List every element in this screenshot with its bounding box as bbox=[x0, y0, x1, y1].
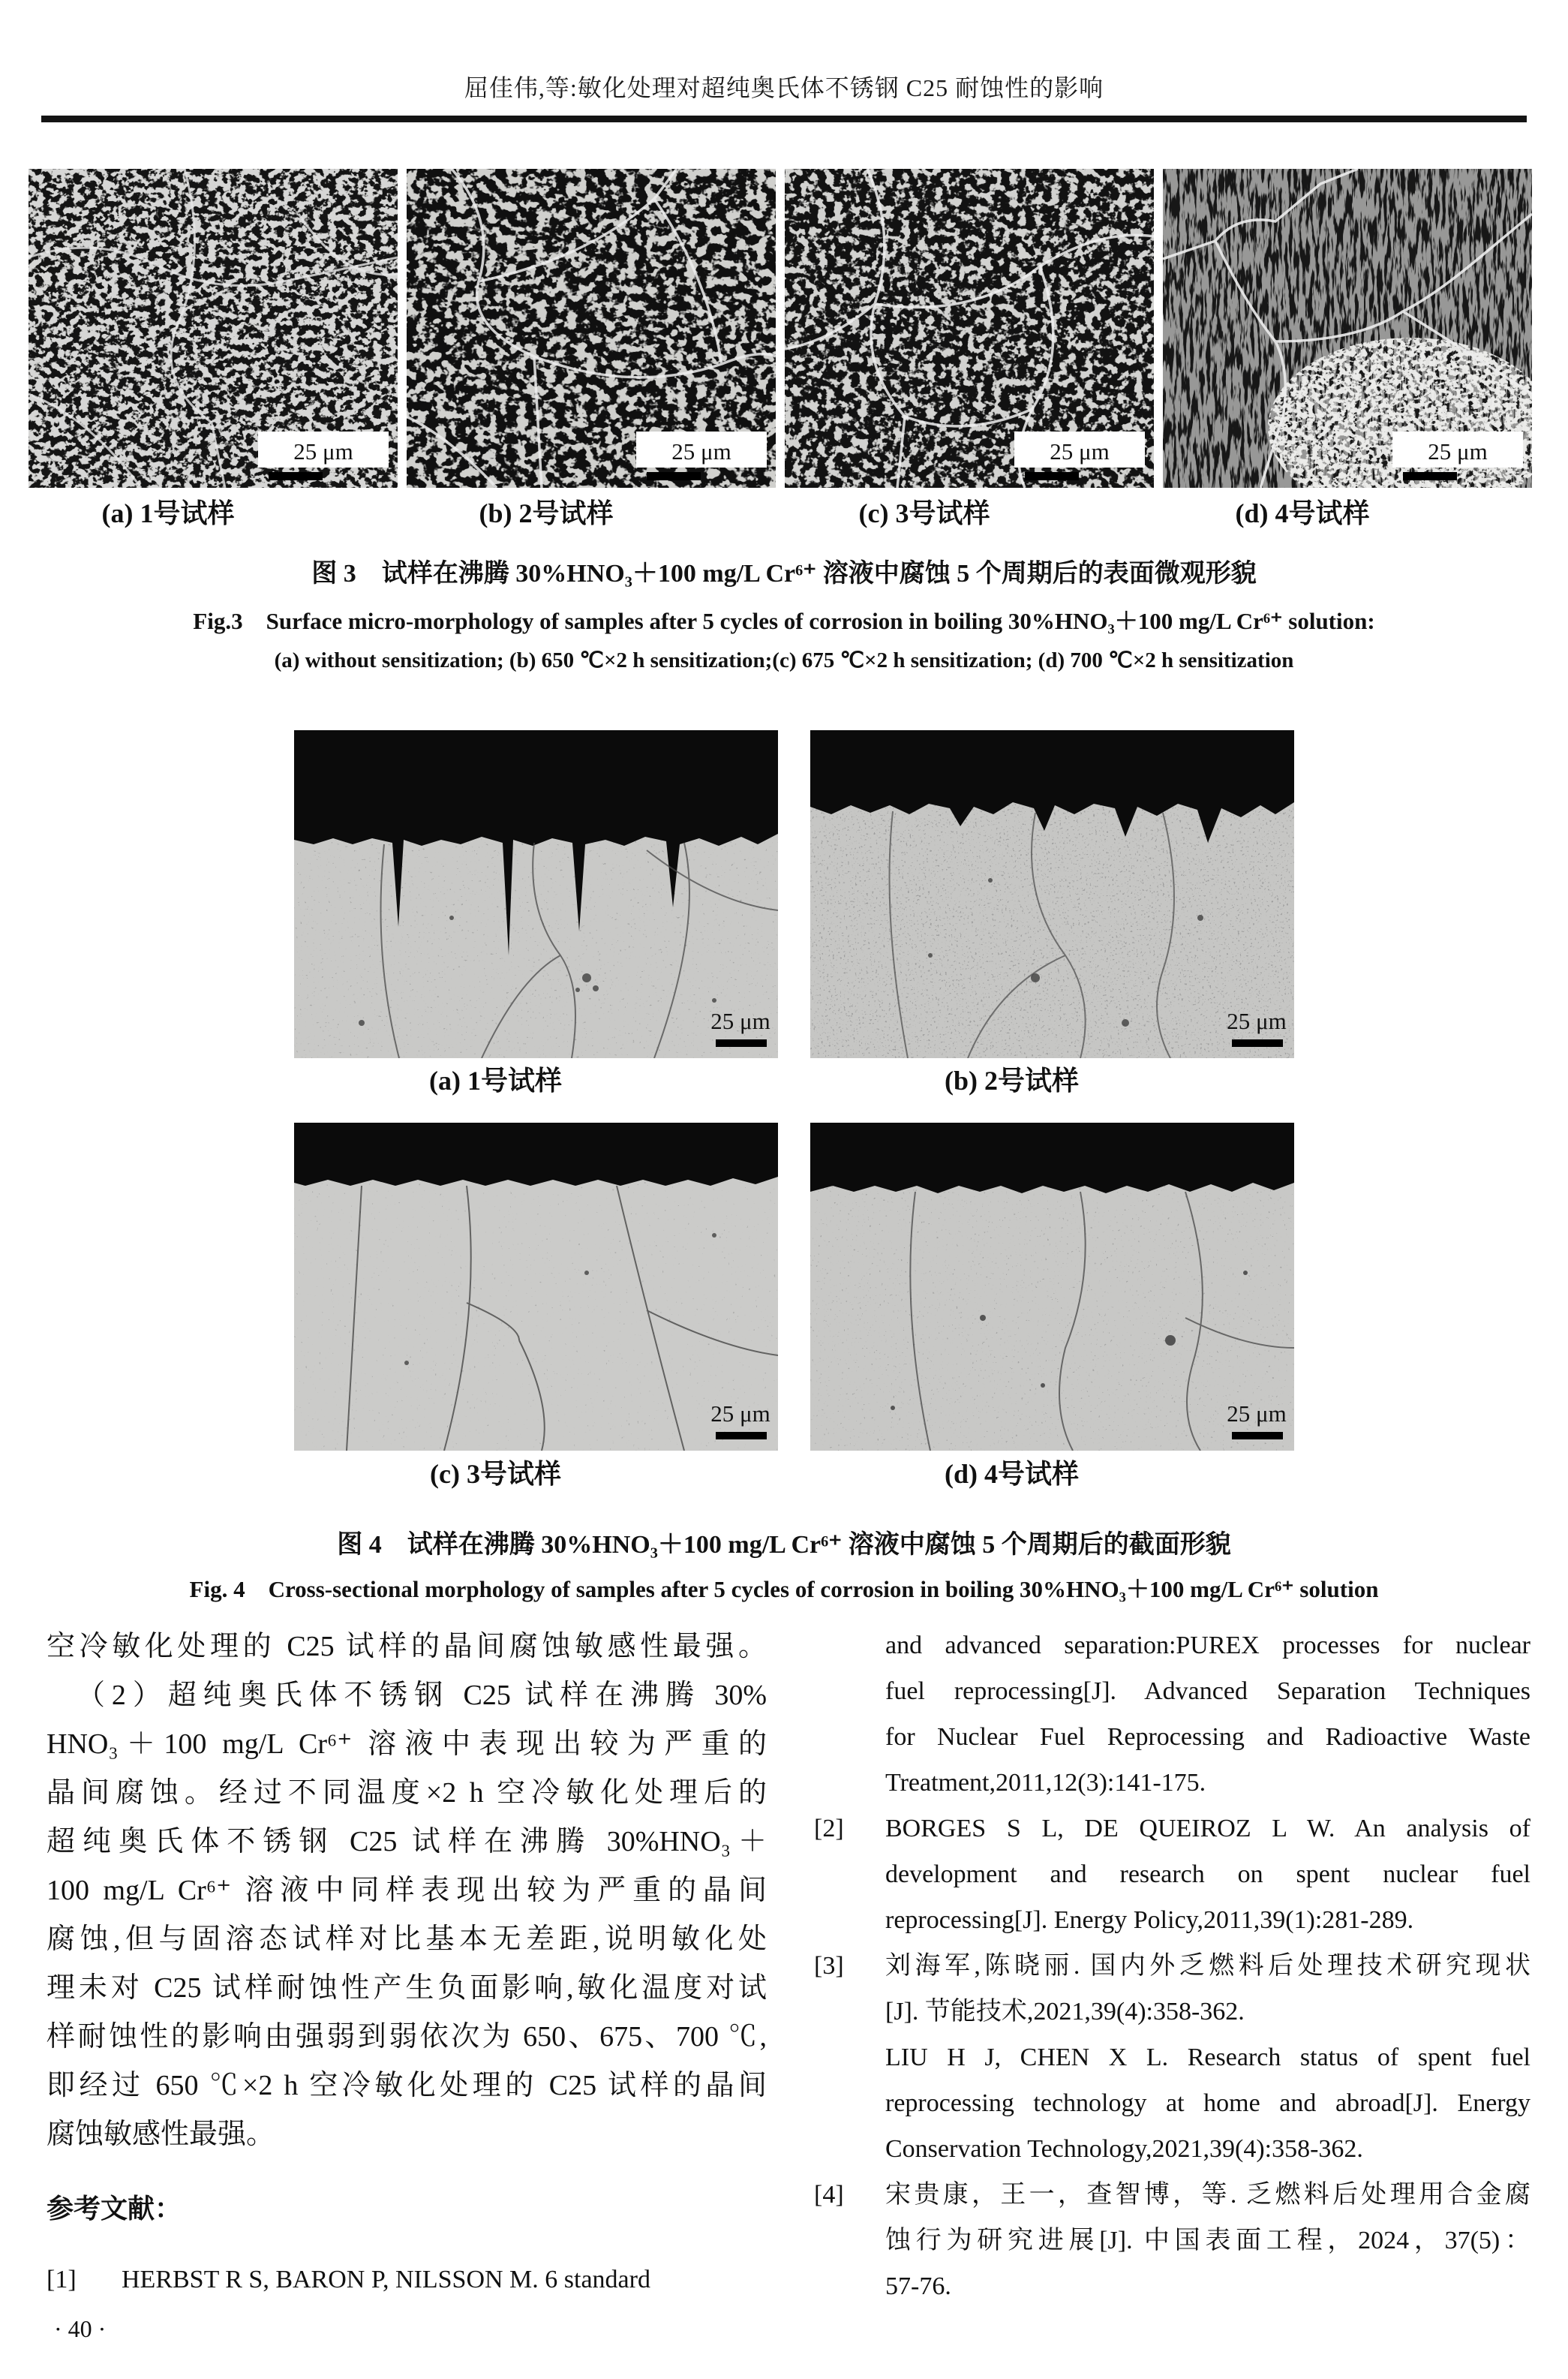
reference-line bbox=[814, 1897, 1530, 1943]
reference-number bbox=[814, 2080, 885, 2126]
scale-bar bbox=[710, 1008, 770, 1047]
reference-number bbox=[814, 1760, 885, 1806]
reference-line bbox=[814, 1851, 1530, 1897]
fig4-panel-b-label: (b) 2号试样 bbox=[945, 1066, 1079, 1096]
reference-number bbox=[814, 2218, 885, 2263]
reference-text: and advanced separation:PUREX processes for nuclear bbox=[885, 1632, 1530, 1659]
reference-text: BORGES S L, DE QUEIROZ L W. An analysis of bbox=[885, 1815, 1530, 1842]
fig4-panel-b-image bbox=[810, 730, 1294, 1058]
running-title: 屈佳伟,等:敏化处理对超纯奥氏体不锈钢 C25 耐蚀性的影响 bbox=[464, 74, 1104, 101]
scale-label: 25 μm bbox=[1227, 1400, 1287, 1427]
body-line: 空冷敏化处理的 C25 试样的晶间腐蚀敏感性最强。 bbox=[47, 1631, 767, 1662]
reference-line bbox=[814, 2263, 1530, 2309]
reference-number bbox=[814, 1989, 885, 2035]
reference-text: Treatment,2011,12(3):141-175. bbox=[885, 1769, 1206, 1797]
fig4-panel-d-label: (d) 4号试样 bbox=[945, 1459, 1079, 1489]
reference-text: 蚀行为研究进展[J]. 中国表面工程，2024，37(5)： bbox=[885, 2227, 1530, 2254]
scale-label: 25 μm bbox=[293, 438, 353, 465]
reference-text: 宋贵康，王一，查智博，等. 乏燃料后处理用合金腐 bbox=[885, 2181, 1530, 2209]
reference-line bbox=[814, 2172, 1530, 2218]
reference-line bbox=[814, 1760, 1530, 1806]
fig4-caption-en: Fig. 4 Cross-sectional morphology of samples after 5 cycles of corrosion in boiling 30%HNO₃＋100 mg/L Cr⁶⁺ solution bbox=[189, 1576, 1379, 1602]
scale-label: 25 μm bbox=[710, 1008, 770, 1034]
body-line: 晶间腐蚀。经过不同温度×2 h 空冷敏化处理后的 bbox=[47, 1777, 767, 1809]
reference-number bbox=[814, 1668, 885, 1714]
body-line: HNO₃＋100 mg/L Cr⁶⁺ 溶液中表现出较为严重的 bbox=[47, 1728, 767, 1760]
fig3-caption-conditions: (a) without sensitization; (b) 650 ℃×2 h sensitization;(c) 675 ℃×2 h sensitization; (d) 700 ℃×2 h sensitization bbox=[274, 648, 1294, 672]
reference-number bbox=[814, 1897, 885, 1943]
right-column bbox=[814, 1623, 1530, 2309]
reference-number: [4] bbox=[814, 2181, 844, 2209]
fig4-panel-d-image bbox=[810, 1123, 1294, 1451]
mount-edge bbox=[810, 1123, 1294, 1193]
reference-text: reprocessing technology at home and abroad[J]. Energy bbox=[885, 2089, 1530, 2117]
body-line: 理未对 C25 试样耐蚀性产生负面影响,敏化温度对试 bbox=[47, 1972, 767, 2004]
scale-label: 25 μm bbox=[1050, 438, 1110, 465]
reference-text: Conservation Technology,2021,39(4):358-362. bbox=[885, 2135, 1363, 2163]
reference-line bbox=[814, 1668, 1530, 1714]
reference-number bbox=[814, 2126, 885, 2172]
fig3-panel-c-label: (c) 3号试样 bbox=[858, 498, 990, 528]
reference-number: [3] bbox=[814, 1952, 844, 1980]
scale-bar bbox=[1227, 1400, 1286, 1439]
reference-line bbox=[814, 1989, 1530, 2035]
reference-line bbox=[814, 1943, 1530, 1989]
reference-line bbox=[814, 2126, 1530, 2172]
body-line: （2）超纯奥氏体不锈钢 C25 试样在沸腾 30% bbox=[77, 1680, 767, 1711]
body-line: 腐蚀敏感性最强。 bbox=[47, 2119, 275, 2150]
fig3-panel-a-label: (a) 1号试样 bbox=[101, 498, 235, 528]
body-line: 腐蚀,但与固溶态试样对比基本无差距,说明敏化处 bbox=[47, 1923, 767, 1955]
reference-text: fuel reprocessing[J]. Advanced Separation Techniques bbox=[885, 1677, 1530, 1705]
page-number: · 40 · bbox=[54, 2315, 107, 2342]
body-line: 样耐蚀性的影响由强弱到弱依次为 650、675、700 ℃, bbox=[47, 2021, 767, 2053]
fig3-caption-en: Fig.3 Surface micro-morphology of samples after 5 cycles of corrosion in boiling 30%HNO₃＋100 mg/L Cr⁶⁺ solution: bbox=[193, 608, 1375, 634]
scale-label: 25 μm bbox=[1227, 1008, 1287, 1034]
reference-line bbox=[814, 2080, 1530, 2126]
header-rule bbox=[41, 116, 1527, 122]
reference-number bbox=[814, 1714, 885, 1760]
fig4-caption-zh: 图 4 试样在沸腾 30%HNO₃＋100 mg/L Cr⁶⁺ 溶液中腐蚀 5 个周期后的截面形貌 bbox=[337, 1531, 1231, 1559]
scale-bar bbox=[1227, 1008, 1286, 1047]
fig4-panel-c-image bbox=[294, 1123, 778, 1451]
reference-number bbox=[814, 2263, 885, 2309]
reference-number bbox=[814, 1851, 885, 1897]
fig4-panel-a-label: (a) 1号试样 bbox=[429, 1066, 562, 1096]
fig3-panel-b-image bbox=[407, 169, 776, 488]
fig4-panel-c-label: (c) 3号试样 bbox=[430, 1459, 561, 1489]
scale-label: 25 μm bbox=[671, 438, 731, 465]
reference-number: [1] bbox=[47, 2266, 77, 2293]
reference-line bbox=[814, 1623, 1530, 1668]
scale-label: 25 μm bbox=[1428, 438, 1488, 465]
fig3-caption-zh: 图 3 试样在沸腾 30%HNO₃＋100 mg/L Cr⁶⁺ 溶液中腐蚀 5 个周期后的表面微观形貌 bbox=[311, 560, 1257, 588]
left-column bbox=[47, 1623, 767, 2159]
reference-text: for Nuclear Fuel Reprocessing and Radioactive Waste bbox=[885, 1723, 1530, 1751]
reference-text: development and research on spent nuclear fuel bbox=[885, 1860, 1530, 1888]
fig4-panel-a-image bbox=[294, 730, 778, 1058]
reference-item bbox=[47, 2255, 767, 2304]
reference-number: [2] bbox=[814, 1815, 844, 1842]
reference-text: [J]. 节能技术,2021,39(4):358-362. bbox=[885, 1998, 1245, 2026]
body-line: 即经过 650 ℃×2 h 空冷敏化处理的 C25 试样的晶间 bbox=[47, 2070, 767, 2101]
reference-number bbox=[814, 1623, 885, 1668]
body-line: 超纯奥氏体不锈钢 C25 试样在沸腾 30%HNO₃＋ bbox=[47, 1826, 767, 1857]
mount-edge bbox=[294, 1123, 778, 1186]
scale-bar bbox=[710, 1400, 770, 1439]
reference-text: 57-76. bbox=[885, 2272, 951, 2300]
body-line: 100 mg/L Cr⁶⁺ 溶液中同样表现出较为严重的晶间 bbox=[47, 1875, 767, 1906]
reference-line bbox=[814, 2218, 1530, 2263]
fig3-panel-d-label: (d) 4号试样 bbox=[1235, 498, 1370, 528]
reference-text: LIU H J, CHEN X L. Research status of spent fuel bbox=[885, 2044, 1530, 2071]
fig3-panel-b-label: (b) 2号试样 bbox=[479, 498, 614, 528]
reference-line bbox=[814, 1806, 1530, 1851]
reference-line bbox=[814, 2035, 1530, 2080]
reference-text: reprocessing[J]. Energy Policy,2011,39(1):281-289. bbox=[885, 1906, 1414, 1934]
scale-label: 25 μm bbox=[710, 1400, 770, 1427]
reference-line bbox=[814, 1714, 1530, 1760]
fig3-panel-d-image bbox=[1163, 169, 1532, 488]
fig3-panel-c-image bbox=[785, 169, 1154, 488]
reference-number bbox=[814, 2035, 885, 2080]
fig3-panel-a-image bbox=[29, 169, 398, 488]
reference-text: HERBST R S, BARON P, NILSSON M. 6 standard bbox=[122, 2266, 650, 2293]
references-heading: 参考文献： bbox=[47, 2194, 182, 2224]
reference-text: 刘海军,陈晓丽. 国内外乏燃料后处理技术研究现状 bbox=[885, 1952, 1530, 1980]
